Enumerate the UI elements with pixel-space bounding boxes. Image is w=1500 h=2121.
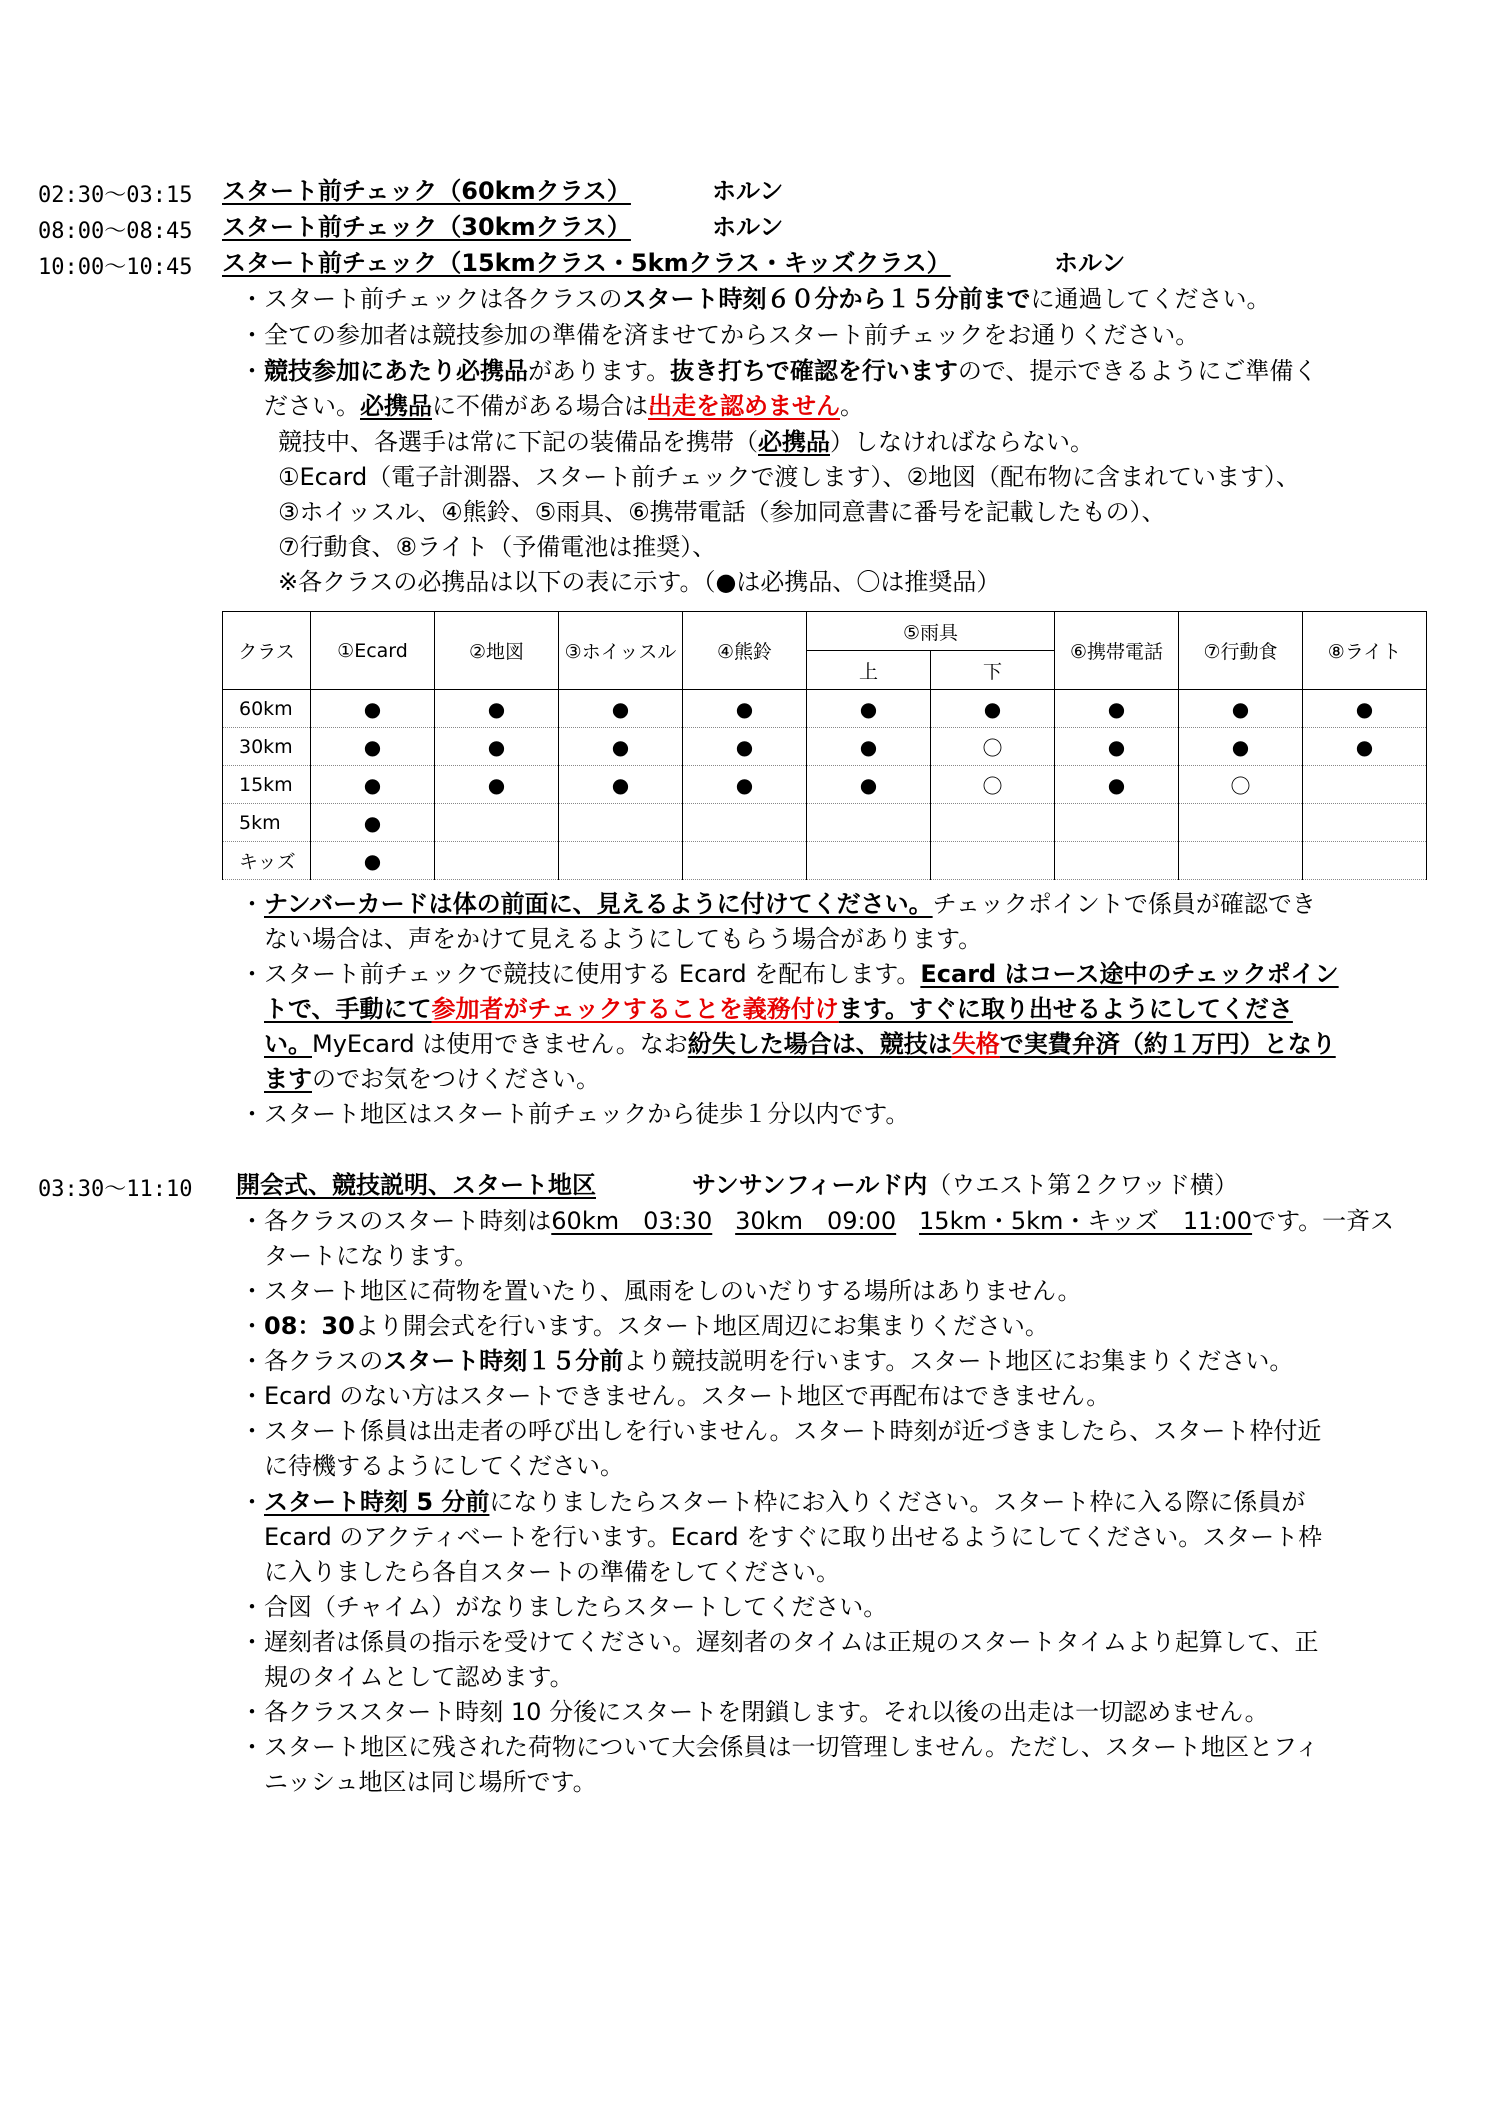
mark-cell: ● — [807, 766, 931, 804]
header-rain-bottom: 下 — [931, 651, 1055, 690]
emphasis: 競技参加にあたり必携品 — [264, 357, 528, 385]
mark-cell — [559, 804, 683, 842]
mark-cell: 〇 — [931, 766, 1055, 804]
header-phone: ⑥携帯電話 — [1055, 612, 1179, 690]
emphasis: スタート時刻 5 分前 — [264, 1488, 490, 1516]
emphasis: 紛失した場合は、競技は — [687, 1030, 952, 1058]
mark-cell — [683, 804, 807, 842]
text: ・各クラスの — [240, 1347, 384, 1375]
bullet-start-times-cont: タートになります。 — [264, 1242, 479, 1270]
mark-cell: ● — [807, 728, 931, 766]
mark-cell — [559, 842, 683, 880]
emphasis: ます。すぐに取り出せるようにしてくださ — [838, 995, 1293, 1023]
text: ・ — [240, 357, 264, 385]
text: ・ — [240, 1312, 264, 1340]
bullet-enter-start — [240, 1485, 1305, 1519]
mark-cell: ● — [435, 766, 559, 804]
text: があります。 — [528, 357, 671, 385]
text: ）しなければならない。 — [830, 428, 1094, 456]
table-row — [223, 690, 1427, 728]
table-body — [223, 690, 1427, 880]
text: チェックポイントで係員が確認でき — [932, 890, 1316, 918]
mark-cell: ● — [311, 728, 435, 766]
bullet-enter-start-cont-2: に入りましたら各自スタートの準備をしてください。 — [264, 1558, 840, 1586]
bullet-opening-ceremony — [240, 1309, 1049, 1343]
emphasis: 08：30 — [264, 1312, 355, 1340]
text: ・各クラスのスタート時刻は — [240, 1207, 552, 1235]
equipment-list-3: ⑦行動食、⑧ライト（予備電池は推奨）、 — [278, 533, 717, 561]
bullet-ecard-cont-2 — [264, 1027, 1336, 1061]
mark-cell: ● — [559, 690, 683, 728]
bullet-ecard-cont-1 — [264, 992, 1293, 1026]
equipment-legend: ※各クラスの必携品は以下の表に示す。（●は必携品、〇は推奨品） — [278, 568, 1001, 596]
time-label: 08:00～08:45 — [38, 219, 193, 244]
emphasis: 必携品 — [360, 392, 432, 420]
bullet-no-call-cont: に待機するようにしてください。 — [264, 1452, 624, 1480]
table-header-row — [223, 612, 1427, 651]
mark-cell: ● — [683, 766, 807, 804]
mark-cell: ● — [1303, 690, 1427, 728]
bullet-preparation: ・全ての参加者は競技参加の準備を済ませてからスタート前チェックをお通りください。 — [240, 321, 1200, 349]
mark-cell: ● — [1055, 766, 1179, 804]
mark-cell: ● — [311, 766, 435, 804]
mark-cell: ● — [1055, 690, 1179, 728]
mark-cell — [807, 842, 931, 880]
location-label: ホルン — [712, 177, 784, 205]
mark-cell — [435, 804, 559, 842]
header-bell: ④熊鈴 — [683, 612, 807, 690]
section-title: スタート前チェック（30kmクラス） — [222, 213, 631, 241]
equipment-list-2: ③ホイッスル、④熊鈴、⑤雨具、⑥携帯電話（参加同意書に番号を記載したもの）、 — [278, 498, 1166, 526]
text: です。一斉ス — [1252, 1207, 1395, 1235]
mark-cell: 〇 — [931, 728, 1055, 766]
text: になりましたらスタート枠にお入りください。スタート枠に入る際に係員が — [489, 1488, 1306, 1516]
mark-cell — [1303, 842, 1427, 880]
mark-cell — [1179, 842, 1303, 880]
class-cell: 30km — [223, 728, 311, 766]
bullet-ecard-cont-3 — [264, 1062, 600, 1096]
text: に不備がある場合は — [432, 392, 648, 420]
mark-cell — [1179, 804, 1303, 842]
text: より開会式を行います。スタート地区周辺にお集まりください。 — [354, 1312, 1049, 1340]
text: 競技中、各選手は常に下記の装備品を携帯（ — [278, 428, 758, 456]
emphasis: 必携品 — [758, 428, 830, 456]
mark-cell — [683, 842, 807, 880]
emphasis: ナンバーカードは体の前面に、見えるように付けてください。 — [264, 890, 933, 918]
bullet-briefing — [240, 1344, 1293, 1378]
header-rain: ⑤雨具 — [807, 612, 1055, 651]
table-row — [223, 728, 1427, 766]
emphasis: トで、手動にて — [264, 995, 432, 1023]
start-time-15km: 15km・5km・キッズ 11:00 — [919, 1207, 1253, 1235]
bullet-check-timing — [240, 282, 1271, 316]
header-rain-top: 上 — [807, 651, 931, 690]
text: のでお気をつけください。 — [312, 1065, 600, 1093]
header-food: ⑦行動食 — [1179, 612, 1303, 690]
bullet-no-call: ・スタート係員は出走者の呼び出しを行いません。スタート時刻が近づきましたら、スタート枠付近 — [240, 1417, 1322, 1445]
emphasis: スタート時刻６０分から１５分前まで — [622, 285, 1031, 313]
mark-cell: ● — [311, 842, 435, 880]
bullet-chime: ・合図（チャイム）がなりましたらスタートしてください。 — [240, 1593, 888, 1621]
section-title: スタート前チェック（60kmクラス） — [222, 177, 631, 205]
bullet-start-close: ・各クラススタート時刻 10 分後にスタートを閉鎖します。それ以後の出走は一切認めません。 — [240, 1698, 1269, 1726]
table-row — [223, 842, 1427, 880]
mark-cell: ● — [683, 728, 807, 766]
bullet-required-items — [240, 354, 1317, 388]
location-label: ホルン — [1054, 249, 1126, 277]
mark-cell: ● — [1179, 690, 1303, 728]
time-label: 03:30～11:10 — [38, 1177, 193, 1202]
mark-cell: ● — [1055, 728, 1179, 766]
emphasis: 抜き打ちで確認を行います — [670, 357, 958, 385]
mark-cell — [931, 804, 1055, 842]
mark-cell — [931, 842, 1055, 880]
class-cell: 60km — [223, 690, 311, 728]
mark-cell — [1303, 804, 1427, 842]
bullet-luggage-cont: ニッシュ地区は同じ場所です。 — [264, 1768, 597, 1796]
bullet-required-items-cont — [264, 389, 864, 423]
header-map: ②地図 — [435, 612, 559, 690]
mark-cell: ● — [931, 690, 1055, 728]
time-label: 02:30～03:15 — [38, 183, 193, 208]
warning-text: 失格 — [951, 1030, 1000, 1058]
text: ・スタート前チェックで競技に使用する Ecard を配布します。 — [240, 960, 921, 988]
emphasis: Ecard はコース途中のチェックポイン — [920, 960, 1339, 988]
bullet-start-area-distance: ・スタート地区はスタート前チェックから徒歩１分以内です。 — [240, 1100, 910, 1128]
bullet-enter-start-cont-1: Ecard のアクティベートを行います。Ecard をすぐに取り出せるようにしてください。スタート枠 — [264, 1523, 1323, 1551]
mark-cell: ● — [1303, 728, 1427, 766]
mark-cell: ● — [435, 728, 559, 766]
mark-cell — [1055, 842, 1179, 880]
emphasis: ます — [264, 1065, 312, 1093]
mark-cell: ● — [683, 690, 807, 728]
text: ・ — [240, 1488, 264, 1516]
emphasis: で実費弁済（約１万円）となり — [999, 1030, 1336, 1058]
bullet-luggage: ・スタート地区に残された荷物について大会係員は一切管理しません。ただし、スタート地区とフィ — [240, 1733, 1320, 1761]
text: ・ — [240, 890, 264, 918]
section-title: 開会式、競技説明、スタート地区 — [236, 1171, 596, 1199]
mark-cell: ● — [1179, 728, 1303, 766]
bullet-late: ・遅刻者は係員の指示を受けてください。遅刻者のタイムは正規のスタートタイムより起算して、正 — [240, 1628, 1319, 1656]
bullet-number-card — [240, 887, 1316, 921]
mark-cell: ● — [311, 804, 435, 842]
equipment-table — [222, 611, 1427, 880]
text: MyEcard は使用できません。なお — [312, 1030, 688, 1058]
class-cell: 15km — [223, 766, 311, 804]
bullet-no-shelter: ・スタート地区に荷物を置いたり、風雨をしのいだりする場所はありません。 — [240, 1277, 1082, 1305]
bullet-late-cont: 規のタイムとして認めます。 — [264, 1663, 574, 1691]
header-light: ⑧ライト — [1303, 612, 1427, 690]
header-whistle: ③ホイッスル — [559, 612, 683, 690]
text: ださい。 — [264, 392, 360, 420]
time-label: 10:00～10:45 — [38, 255, 193, 280]
mark-cell: ● — [311, 690, 435, 728]
bullet-no-ecard: ・Ecard のない方はスタートできません。スタート地区で再配布はできません。 — [240, 1382, 1111, 1410]
mark-cell: ● — [559, 728, 683, 766]
equipment-intro — [278, 425, 1094, 459]
mark-cell: ● — [559, 766, 683, 804]
start-time-60km: 60km 03:30 — [551, 1207, 713, 1235]
equipment-list-1: ①Ecard（電子計測器、スタート前チェックで渡します）、②地図（配布物に含まれています）、 — [278, 463, 1301, 491]
location-label — [692, 1168, 1238, 1202]
class-cell: キッズ — [223, 842, 311, 880]
bullet-start-times — [240, 1204, 1394, 1238]
text: ので、提示できるようにご準備く — [957, 357, 1318, 385]
section-title: スタート前チェック（15kmクラス・5kmクラス・キッズクラス） — [222, 249, 951, 277]
header-ecard: ①Ecard — [311, 612, 435, 690]
class-cell: 5km — [223, 804, 311, 842]
warning-text: 出走を認めません — [648, 392, 840, 420]
location-label: ホルン — [712, 213, 784, 241]
emphasis: い。 — [264, 1030, 312, 1058]
table-row — [223, 804, 1427, 842]
text: に通過してください。 — [1030, 285, 1271, 313]
mark-cell — [1055, 804, 1179, 842]
text: より競技説明を行います。スタート地区にお集まりください。 — [623, 1347, 1294, 1375]
start-time-30km: 30km 09:00 — [735, 1207, 897, 1235]
emphasis: スタート時刻１５分前 — [383, 1347, 624, 1375]
mark-cell: ● — [435, 690, 559, 728]
bullet-number-card-cont: ない場合は、声をかけて見えるようにしてもらう場合があります。 — [264, 925, 983, 953]
mark-cell: ● — [807, 690, 931, 728]
text: ・スタート前チェックは各クラスの — [240, 285, 623, 313]
place-name: サンサンフィールド内 — [692, 1171, 928, 1199]
bullet-ecard — [240, 957, 1339, 991]
header-class: クラス — [223, 612, 311, 690]
mark-cell — [435, 842, 559, 880]
mark-cell — [1303, 766, 1427, 804]
table-row — [223, 766, 1427, 804]
place-note: （ウエスト第２クワッド横） — [927, 1171, 1239, 1199]
warning-text: 参加者がチェックすることを義務付け — [431, 995, 839, 1023]
text: 。 — [840, 392, 864, 420]
mark-cell — [807, 804, 931, 842]
mark-cell: 〇 — [1179, 766, 1303, 804]
